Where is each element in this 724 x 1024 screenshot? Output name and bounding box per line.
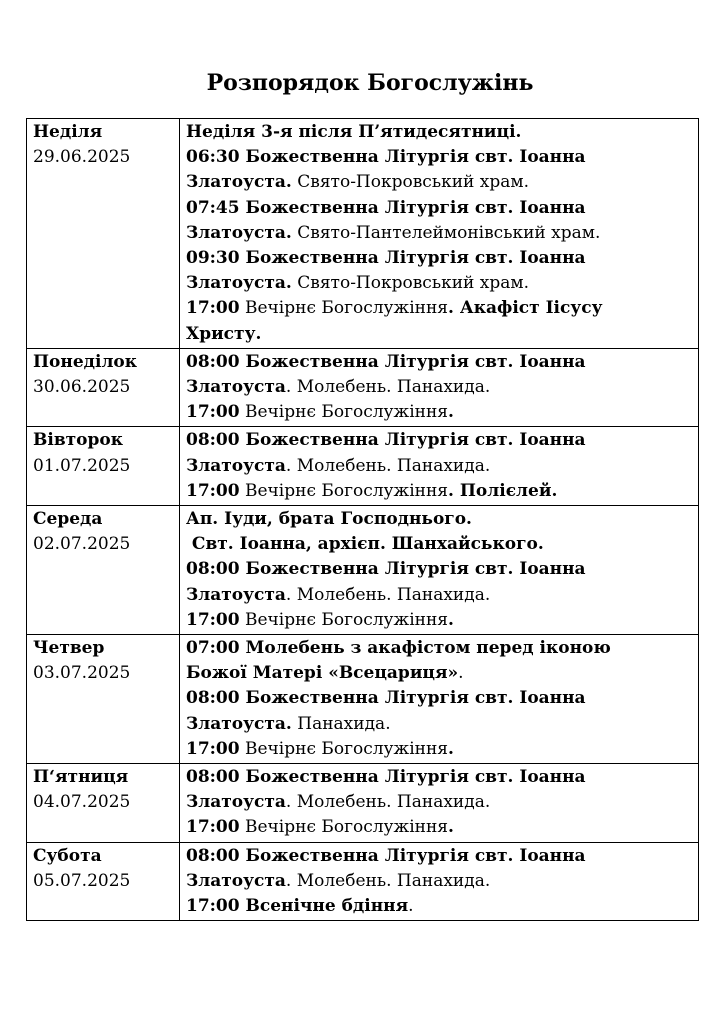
event-text: Златоуста.: [186, 172, 292, 193]
events-cell: [180, 506, 699, 635]
schedule-row: [27, 842, 699, 921]
schedule-table: [26, 118, 699, 921]
day-name: П‘ятниця: [33, 767, 129, 788]
event-text: . Молебень. Панахида.: [285, 377, 491, 398]
day-date: 30.06.2025: [33, 377, 131, 398]
event-line: [186, 375, 692, 400]
day-date: 29.06.2025: [33, 147, 131, 168]
event-line: [186, 196, 692, 221]
event-line: [186, 428, 692, 453]
event-text: Златоуста.: [186, 273, 292, 294]
event-line: [186, 507, 692, 532]
event-text: .: [448, 738, 454, 759]
event-text: Свято-Пантелеймонівський храм.: [291, 222, 601, 243]
day-cell: [27, 635, 180, 764]
event-text: Златоуста.: [186, 222, 292, 243]
day-date: 05.07.2025: [33, 870, 131, 891]
page-title: Розпорядок Богослужінь: [206, 70, 534, 96]
schedule-row: [27, 764, 699, 843]
event-text: . Полієлей.: [448, 480, 558, 501]
event-text: 17:00: [186, 609, 240, 630]
event-line: [186, 145, 692, 170]
event-text: 08:00 Божественна Літургія свт. Іоанна: [186, 688, 586, 709]
event-line: [186, 844, 692, 869]
event-text: .: [448, 402, 454, 423]
event-text: Вечірнє Богослужіння: [239, 738, 449, 759]
event-text: Вечірнє Богослужіння: [239, 480, 449, 501]
event-line: [186, 894, 692, 919]
event-line: [186, 608, 692, 633]
schedule-row: [27, 635, 699, 764]
event-text: 08:00 Божественна Літургія свт. Іоанна: [186, 351, 586, 372]
event-line: [186, 322, 692, 347]
event-text: Златоуста: [186, 870, 286, 891]
event-line: [186, 532, 692, 557]
event-line: [186, 557, 692, 582]
events-cell: [180, 427, 699, 506]
day-name: Четвер: [33, 638, 105, 659]
event-line: [186, 454, 692, 479]
event-text: 08:00 Божественна Літургія свт. Іоанна: [186, 845, 586, 866]
event-text: .: [448, 817, 454, 838]
event-text: Ап. Іуди, брата Господнього.: [186, 509, 472, 530]
event-text: Свт. Іоанна, архієп. Шанхайського.: [186, 534, 544, 555]
event-text: 07:00 Молебень з акафістом перед іконою: [186, 638, 611, 659]
event-text: . Молебень. Панахида.: [285, 455, 491, 476]
event-line: [186, 221, 692, 246]
schedule-row: [27, 427, 699, 506]
events-cell: [180, 842, 699, 921]
event-text: Златоуста: [186, 792, 286, 813]
event-text: 17:00 Всенічне бдіння: [186, 896, 409, 917]
event-text: .: [458, 663, 464, 684]
event-line: [186, 350, 692, 375]
event-text: Златоуста: [186, 377, 286, 398]
event-text: 08:00 Божественна Літургія свт. Іоанна: [186, 430, 586, 451]
event-text: Христу.: [186, 323, 262, 344]
event-text: 06:30 Божественна Літургія свт. Іоанна: [186, 147, 586, 168]
event-line: [186, 479, 692, 504]
event-text: 17:00: [186, 480, 240, 501]
event-text: .: [408, 896, 414, 917]
event-text: Златоуста.: [186, 713, 292, 734]
event-line: [186, 661, 692, 686]
day-date: 04.07.2025: [33, 792, 131, 813]
event-text: . Молебень. Панахида.: [285, 584, 491, 605]
event-text: .: [448, 609, 454, 630]
event-text: Вечірнє Богослужіння: [239, 609, 449, 630]
schedule-row: [27, 119, 699, 349]
schedule-row: [27, 348, 699, 427]
day-name: Субота: [33, 845, 102, 866]
event-text: 08:00 Божественна Літургія свт. Іоанна: [186, 767, 586, 788]
events-cell: [180, 119, 699, 349]
events-cell: [180, 764, 699, 843]
event-text: Божої Матері «Всецариця»: [186, 663, 459, 684]
day-name: Понеділок: [33, 351, 138, 372]
day-name: Неділя: [33, 122, 103, 142]
day-cell: [27, 427, 180, 506]
event-text: 17:00: [186, 298, 240, 319]
event-text: . Акафіст Іісусу: [448, 298, 603, 319]
event-text: Вечірнє Богослужіння: [239, 817, 449, 838]
day-cell: [27, 764, 180, 843]
event-line: [186, 790, 692, 815]
event-line: [186, 271, 692, 296]
event-line: [186, 765, 692, 790]
day-cell: [27, 506, 180, 635]
event-text: Панахида.: [291, 713, 391, 734]
event-text: 08:00 Божественна Літургія свт. Іоанна: [186, 559, 586, 580]
day-cell: [27, 348, 180, 427]
day-cell: [27, 119, 180, 349]
day-name: Вівторок: [33, 430, 124, 451]
event-line: [186, 737, 692, 762]
event-text: Златоуста: [186, 455, 286, 476]
event-text: . Молебень. Панахида.: [285, 792, 491, 813]
day-date: 01.07.2025: [33, 455, 131, 476]
day-cell: [27, 842, 180, 921]
event-text: 07:45 Божественна Літургія свт. Іоанна: [186, 197, 586, 218]
event-line: [186, 869, 692, 894]
events-cell: [180, 635, 699, 764]
event-line: [186, 583, 692, 608]
events-cell: [180, 348, 699, 427]
event-line: [186, 712, 692, 737]
event-line: [186, 246, 692, 271]
event-text: 17:00: [186, 402, 240, 423]
event-line: [186, 815, 692, 840]
event-text: Златоуста: [186, 584, 286, 605]
event-text: . Молебень. Панахида.: [285, 870, 491, 891]
event-text: 17:00: [186, 817, 240, 838]
event-line: [186, 170, 692, 195]
event-line: [186, 636, 692, 661]
event-text: 17:00: [186, 738, 240, 759]
event-text: Неділя 3-я після П’ятидесятниці.: [186, 122, 522, 142]
event-text: Свято-Покровський храм.: [291, 172, 530, 193]
schedule-row: [27, 506, 699, 635]
event-line: [186, 296, 692, 321]
event-line: [186, 400, 692, 425]
event-text: 09:30 Божественна Літургія свт. Іоанна: [186, 248, 586, 269]
day-date: 03.07.2025: [33, 663, 131, 684]
event-line: [186, 686, 692, 711]
day-name: Середа: [33, 509, 103, 530]
event-line: [186, 120, 692, 145]
day-date: 02.07.2025: [33, 534, 131, 555]
event-text: Свято-Покровський храм.: [291, 273, 530, 294]
schedule-body: [27, 119, 699, 921]
event-text: Вечірнє Богослужіння: [239, 402, 449, 423]
event-text: Вечірнє Богослужіння: [239, 298, 449, 319]
